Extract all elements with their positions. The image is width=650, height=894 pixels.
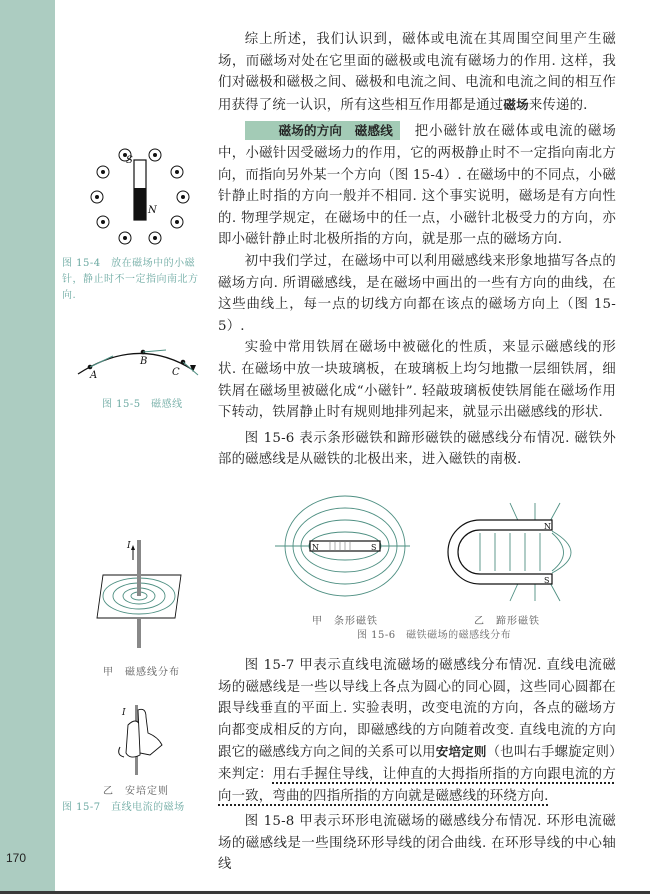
svg-text:B: B	[140, 356, 148, 367]
figure-15-6-caption: 图 15-6 磁铁磁场的磁感线分布	[357, 630, 512, 641]
svg-text:I: I	[127, 541, 131, 551]
paragraph-fig15-6: 图 15-6 表示条形磁铁和蹄形磁铁的磁感线分布情况. 磁铁外部的磁感线是从磁铁的北极出来，进入磁铁的南极.	[218, 430, 616, 468]
label-n-pole: N	[148, 205, 158, 216]
figure-15-6-bar-magnet	[285, 503, 405, 603]
point-a: A	[90, 370, 98, 381]
figure-15-4-compass-diagram	[85, 150, 195, 250]
body-section-1	[218, 29, 616, 471]
figure-15-6-sub-b: 乙 蹄形磁铁	[474, 616, 540, 627]
figure-15-6-sub-a: 甲 条形磁铁	[312, 616, 378, 627]
figure-15-7-sub-b: 乙 安培定则	[103, 786, 169, 797]
paragraph-iron-filings: 实验中常用铁屑在磁场中被磁化的性质，来显示磁感线的形状. 在磁场中放一块玻璃板，在玻璃板上均匀地撒一层细铁屑，细铁屑在磁场里被磁化成“小磁针”. 轻敲玻璃板使铁屑能在磁场作用下转动，铁屑静止时有规则地排列起来，就显示出磁感线的形状.	[218, 340, 616, 421]
figure-15-7-caption: 图 15-7 直线电流的磁场	[62, 802, 185, 813]
label-s-pole: S	[126, 155, 134, 166]
figure-15-6-horseshoe-magnet	[440, 503, 590, 603]
paragraph-straight-current: 图 15-7 甲表示直线电流磁场的磁感线分布情况. 直线电流磁场的磁感线是一些以导线上各点为圆心的同心圆，这些同心圆都在跟导线垂直的平面上. 实验表明，改变电流的方向，各点的磁场方向都变成相反的方向，即磁感线的方向随着改变. 直线电流的方向跟它的磁感线方向之间的关系可以用安培定则（也叫右手螺旋定则）来判定：用右手握住导线，让伸直的大拇指所指的方向跟电流的方向一致，弯曲的四指所指的方向就是磁感线的环绕方向.	[218, 658, 616, 804]
term-ampere-rule: 安培定则	[435, 744, 487, 760]
svg-text:S: S	[544, 576, 550, 585]
figure-15-5-caption: 图 15-5 磁感线	[102, 399, 183, 410]
figure-15-7-straight-wire-field	[95, 540, 185, 650]
section-heading: 磁场的方向 磁感线	[245, 121, 400, 140]
figure-15-5-field-line	[78, 345, 208, 395]
paragraph-field-lines: 初中我们学过，在磁场中可以利用磁感线来形象地描写各点的磁场方向. 所谓磁感线，是在磁场中画出的一些有方向的曲线，在这些曲线上，每一点的切线方向都在该点的磁场方向上（图 15-5）.	[218, 253, 616, 334]
page-number: 170	[6, 851, 27, 865]
page-margin-sidebar	[0, 0, 55, 891]
figure-15-7-right-hand-rule	[110, 705, 170, 775]
paragraph-loop-current: 图 15-8 甲表示环形电流磁场的磁感线分布情况. 环形电流磁场的磁感线是一些围绕环形导线的闭合曲线. 在环形导线的中心轴线	[218, 814, 616, 873]
figure-15-7-sub-a: 甲 磁感线分布	[103, 667, 180, 678]
svg-text:N: N	[312, 543, 319, 552]
svg-text:N: N	[544, 522, 551, 531]
svg-text:C: C	[172, 367, 180, 378]
svg-text:I: I	[122, 708, 126, 718]
paragraph-direction: 磁场的方向 磁感线 把小磁针放在磁体或电流的磁场中，小磁针因受磁场力的作用，它的两极静止时不一定指向南北方向，而指向另外某一个方向（图 15-4）. 在磁场中的不同点，小磁针静止时指的方向一般并不相同. 这个事实说明，磁场是有方向性的. 物理学规定，在磁场中的任一点，小磁针北极受力的方向，亦即小磁针静止时北极所指的方向，就是那一点的磁场方向.	[218, 123, 616, 248]
svg-text:S: S	[371, 543, 377, 552]
body-section-2	[218, 655, 616, 876]
paragraph-summary: 综上所述，我们认识到，磁体或电流在其周围空间里产生磁场，而磁场对处在它里面的磁极或电流有磁场力的作用. 这样，我们对磁极和磁极之间、磁极和电流之间、电流和电流之间的相互作用获得了统一认识，所有这些相互作用都是通过磁场来传递的.	[218, 32, 616, 113]
figure-15-4-caption: 图 15-4 放在磁场中的小磁针，静止时不一定指向南北方向.	[62, 258, 199, 301]
emphasized-rule: 用右手握住导线，让伸直的大拇指所指的方向跟电流的方向一致，弯曲的四指所指的方向就是磁感线的环绕方向.	[218, 766, 616, 804]
term-magnetic-field: 磁场	[503, 96, 529, 112]
